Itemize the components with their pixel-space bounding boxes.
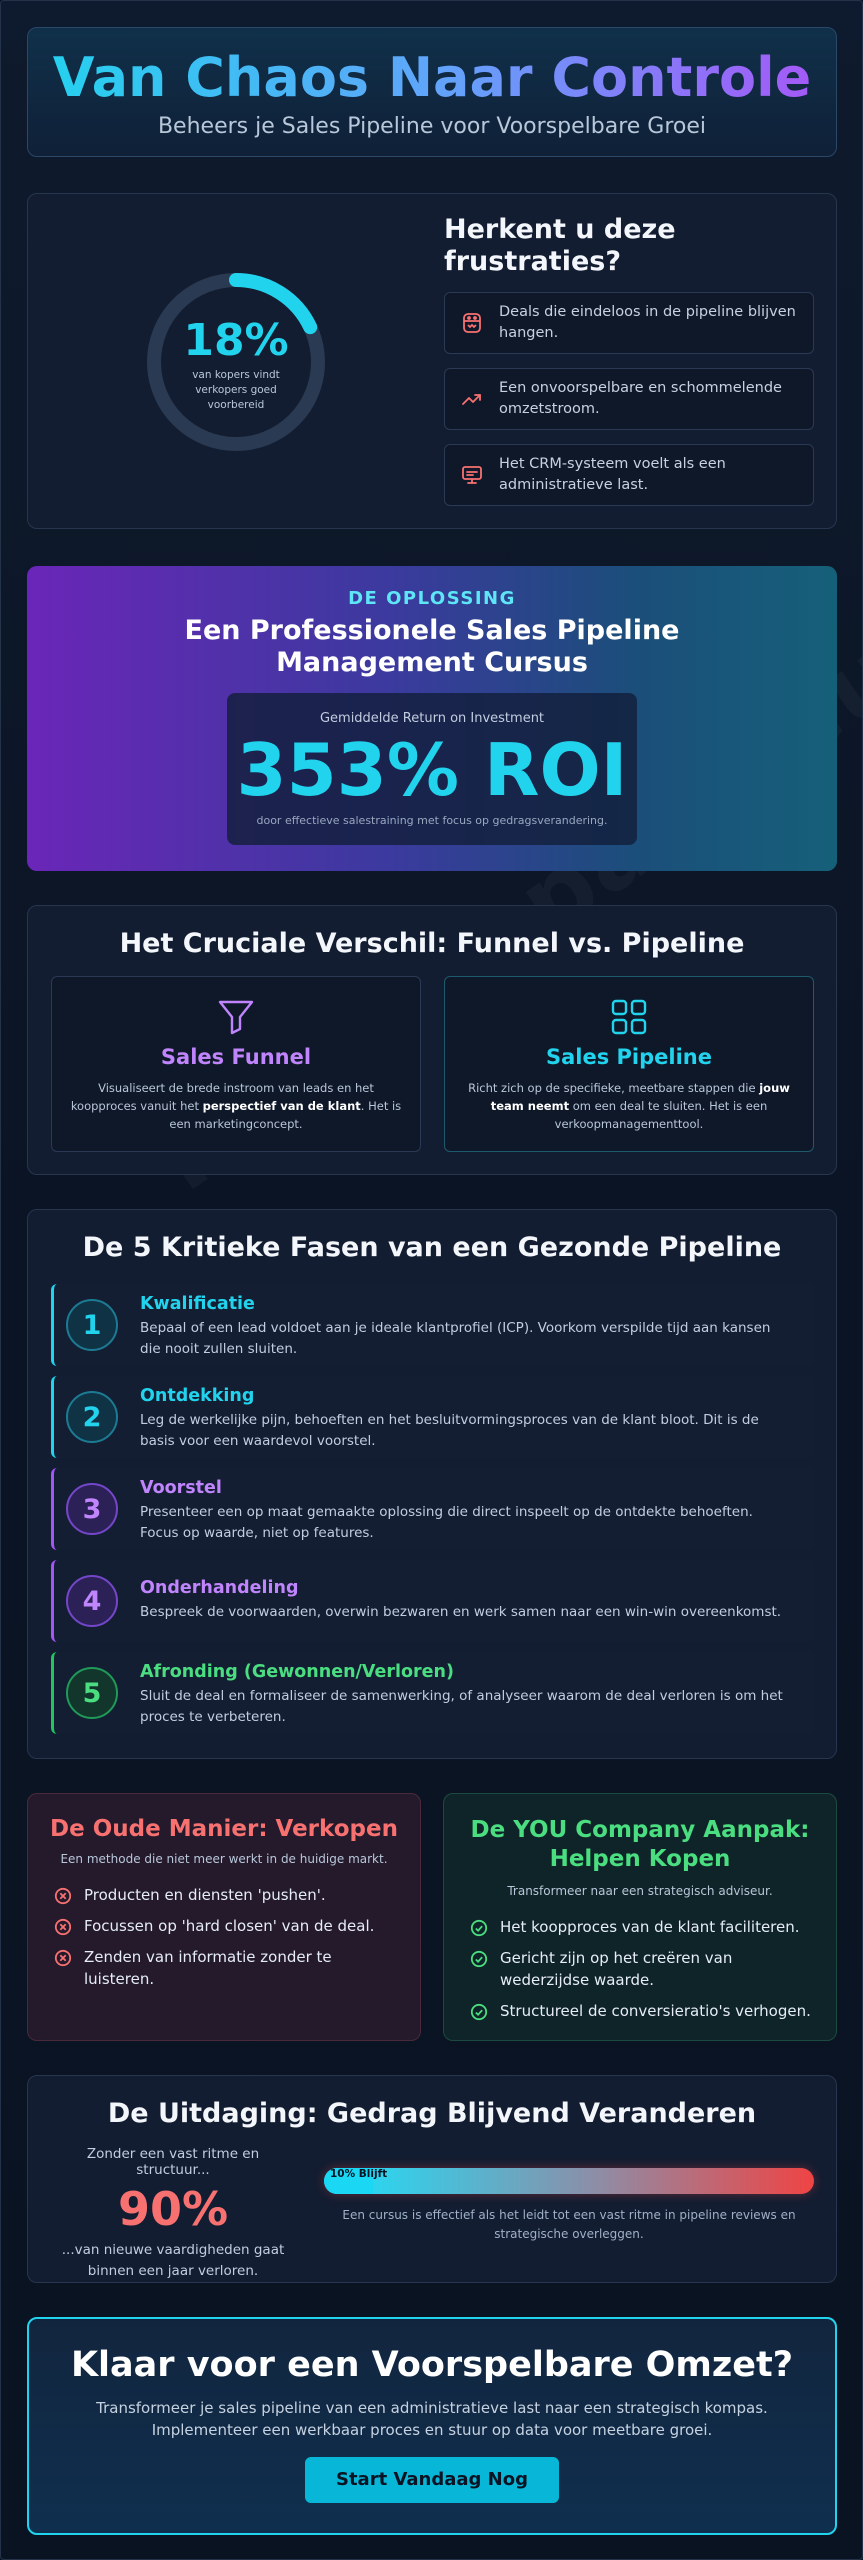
old-way-item: Focussen op 'hard closen' van de deal. [54,1915,402,1937]
funnel-title: Sales Funnel [160,1045,312,1069]
phases-section [27,1209,837,1759]
challenge-section [27,2075,837,2283]
phase-number: 5 [66,1667,118,1719]
funnel-icon [216,997,256,1037]
challenge-stat [48,2146,298,2282]
phase-number: 2 [66,1391,118,1443]
stat-caption: van kopers vindt verkopers goed voorbereid [192,369,280,411]
phase-number: 3 [66,1483,118,1535]
phase-item [51,1652,815,1734]
old-way-item: Producten en diensten 'pushen'. [54,1884,402,1906]
phase-text: Bepaal of een lead voldoet aan je ideale klantprofiel (ICP). Voorkom verspilde tijd aan kansen die nooit zullen sluiten. [140,1320,771,1357]
old-way-subtitle: Een methode die niet meer werkt in de huidige markt. [60,1852,388,1866]
stuck-icon [459,310,485,336]
new-way-item: Het koopproces van de klant faciliteren. [470,1916,818,1938]
phase-text: Leg de werkelijke pijn, behoeften en het besluitvormingsproces van de klant bloot. Dit is de basis voor een waardevol voorstel. [140,1412,759,1449]
cta-title: Klaar voor een Voorspelbare Omzet? [70,2345,794,2385]
solution-section [27,566,837,871]
hero-header [27,27,837,157]
frustrations-section [27,193,837,529]
phase-item [51,1560,815,1642]
phase-text: Presenteer een op maat gemaakte oplossing die direct inspeelt op de ontdekte behoeften. Focus op waarde, niet op features. [140,1504,753,1541]
phase-number: 4 [66,1575,118,1627]
grid-icon [609,997,649,1037]
phase-item [51,1376,815,1458]
roi-label: Gemiddelde Return on Investment [319,711,545,726]
phase-number: 1 [66,1299,118,1351]
phase-text: Sluit de deal en formaliseer de samenwerking, of analyseer waarom de deal verloren is om het proces te verbeteren. [140,1688,783,1725]
roi-value: 353% ROI [236,728,628,812]
roi-box [227,693,637,845]
challenge-note: Een cursus is effectief als het leidt tot een vast ritme in pipeline reviews en strategische overleggen. [342,2208,796,2241]
phase-item [51,1468,815,1550]
old-way-title: De Oude Manier: Verkopen [50,1816,398,1842]
stat-value: 18% [183,315,289,366]
phase-item [51,1284,815,1366]
stat-ring-label [146,272,326,452]
solution-title: Een Professionele Sales Pipeline Management Cursus [184,615,680,678]
challenge-value: 90% [117,2182,229,2236]
frustration-item [444,444,814,506]
challenge-title: De Uitdaging: Gedrag Blijvend Veranderen [107,2098,757,2129]
cta-text: Transformeer je sales pipeline van een administratieve last naar een strategisch kompas. Implementeer een werkbaar proces en stuur op data voor meetbare groei. [96,2399,768,2439]
page-title: Van Chaos Naar Controle [28,46,836,110]
new-way-item: Gericht zijn op het creëren van wederzijdse waarde. [470,1947,818,1991]
x-circle-icon [54,1887,72,1905]
solution-tag: DE OPLOSSING [348,588,516,609]
new-way-item: Structureel de conversieratio's verhogen. [470,2000,818,2022]
new-way-subtitle: Transformeer naar een strategisch adviseur. [507,1884,773,1898]
phase-title: Kwalificatie [140,1294,255,1314]
monitor-icon [459,462,485,488]
page-subtitle: Beheers je Sales Pipeline voor Voorspelbare Groei [157,114,707,139]
pipeline-title: Sales Pipeline [545,1045,712,1069]
new-way-title: De YOU Company Aanpak: Helpen Kopen [470,1817,810,1872]
old-way-card [27,1793,421,2041]
check-circle-icon [470,1919,488,1937]
phase-title: Afronding (Gewonnen/Verloren) [140,1662,454,1682]
frustrations-heading: Herkent u deze frustraties? [444,214,676,277]
start-button[interactable]: Start Vandaag Nog [305,2457,559,2503]
phase-title: Ontdekking [140,1386,255,1406]
phase-text: Bespreek de voorwaarden, overwin bezwaren en werk samen naar een win-win overeenkomst. [140,1604,782,1620]
roi-note: door effectieve salestraining met focus op gedragsverandering. [256,814,608,827]
retention-bar-label: 10% Blijft [330,2168,388,2180]
comparison-section [27,905,837,1175]
check-circle-icon [470,1950,488,1968]
old-way-item: Zenden van informatie zonder te luisteren. [54,1946,402,1990]
new-way-card [443,1793,837,2041]
phase-title: Voorstel [140,1478,222,1498]
frustration-item [444,368,814,430]
check-circle-icon [470,2003,488,2021]
pipeline-card [444,976,814,1152]
challenge-lead: Zonder een vast ritme en structuur... [86,2146,260,2178]
frustration-text: Het CRM-systeem voelt als een administratieve last. [499,456,726,493]
x-circle-icon [54,1918,72,1936]
x-circle-icon [54,1949,72,1967]
challenge-caption: ...van nieuwe vaardigheden gaat binnen een jaar verloren. [61,2242,285,2279]
comparison-title: Het Cruciale Verschil: Funnel vs. Pipeline [119,928,745,959]
frustration-item [444,292,814,354]
retention-bar [324,2168,814,2194]
pipeline-text: Richt zich op de specifieke, meetbare stappen die jouw team neemt om een deal te sluiten. Het is een verkoopmanagementtool. [468,1081,790,1131]
funnel-text: Visualiseert de brede instroom van leads en het koopproces vanuit het perspectief van de klant. Het is een marketingconcept. [70,1081,402,1131]
funnel-card [51,976,421,1152]
frustration-text: Een onvoorspelbare en schommelende omzetstroom. [499,380,782,417]
phase-title: Onderhandeling [140,1578,299,1598]
frustration-text: Deals die eindeloos in de pipeline blijven hangen. [499,304,796,341]
cta-section [27,2317,837,2535]
chart-trend-icon [459,386,485,412]
phases-title: De 5 Kritieke Fasen van een Gezonde Pipeline [82,1232,782,1263]
